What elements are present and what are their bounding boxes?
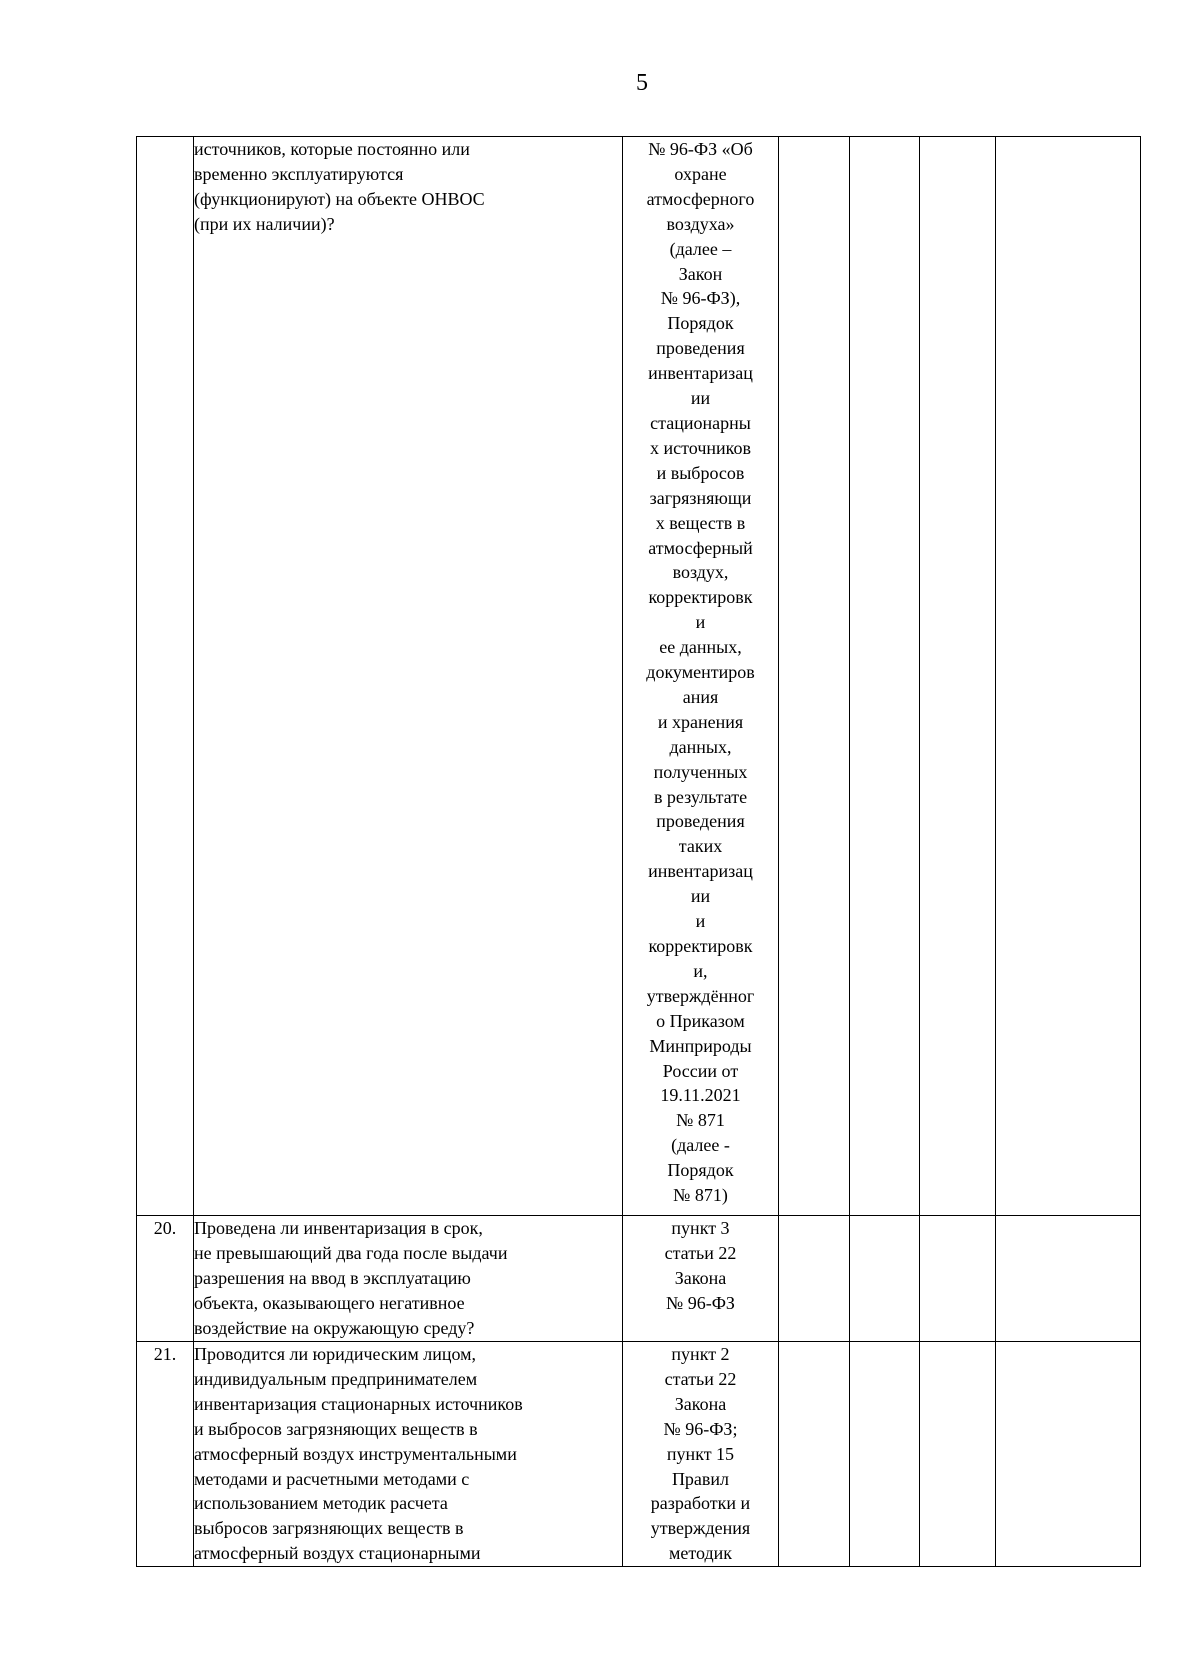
reference-line: утверждения: [650, 1518, 751, 1539]
reference-line: России от: [662, 1060, 739, 1081]
reference-line: разработки и: [650, 1493, 751, 1514]
reference-line: данных,: [669, 736, 732, 757]
reference-cell: [623, 137, 779, 1216]
reference-line: пункт 3: [671, 1218, 730, 1238]
row-number-cell: 21.: [137, 1342, 194, 1567]
reference-cell: [623, 1342, 779, 1567]
question-line: не превышающий два года после выдачи: [194, 1242, 508, 1263]
answer-na-cell: [920, 137, 996, 1216]
reference-line: охране: [674, 163, 727, 184]
answer-yes-cell: [779, 1342, 850, 1567]
table-row: [137, 1342, 1141, 1567]
reference-line: в результате: [653, 786, 748, 807]
reference-line: статьи 22: [664, 1368, 737, 1389]
answer-yes-cell: [779, 1216, 850, 1342]
reference-line: и,: [693, 960, 708, 981]
question-line: (функционируют) на объекте ОНВОС: [194, 188, 485, 209]
question-line: воздействие на окружающую среду?: [194, 1317, 475, 1338]
question-line: временно эксплуатируются: [194, 163, 404, 184]
reference-line: Минприроды: [649, 1035, 752, 1056]
notes-cell: [996, 1216, 1141, 1342]
answer-yes-cell: [779, 137, 850, 1216]
reference-line: проведения: [656, 811, 745, 832]
reference-line: пункт 15: [666, 1443, 735, 1464]
reference-line: № 96-ФЗ «Об: [648, 139, 753, 159]
reference-line: методик: [668, 1543, 733, 1564]
reference-line: и выбросов: [656, 462, 745, 483]
reference-line: и хранения: [657, 711, 744, 732]
reference-line: инвентаризац: [648, 363, 753, 384]
reference-line: № 96-ФЗ),: [660, 288, 741, 309]
reference-line: утверждённог: [646, 985, 755, 1006]
reference-line: и: [695, 612, 706, 633]
question-cell: [194, 137, 623, 1216]
question-line: инвентаризация стационарных источников: [194, 1393, 523, 1414]
reference-line: о Приказом: [656, 1010, 745, 1031]
reference-line: документиров: [646, 662, 755, 683]
question-cell: [194, 1342, 623, 1567]
reference-line: корректировк: [648, 587, 753, 608]
reference-line: Закон: [678, 263, 723, 284]
question-line: методами и расчетными методами с: [194, 1468, 470, 1489]
question-line: источников, которые постоянно или: [194, 139, 470, 159]
reference-line: воздуха»: [666, 213, 735, 234]
reference-line: х веществ в: [655, 512, 746, 533]
reference-line: и: [695, 911, 706, 932]
answer-na-cell: [920, 1216, 996, 1342]
reference-line: инвентаризац: [648, 861, 753, 882]
reference-line: воздух,: [672, 562, 729, 583]
question-cell: [194, 1216, 623, 1342]
table-row: [137, 137, 1141, 1216]
reference-line: проведения: [656, 338, 745, 359]
reference-line: х источников: [650, 437, 751, 458]
reference-line: Порядок: [667, 313, 734, 334]
question-line: (при их наличии)?: [194, 213, 335, 234]
reference-line: Правил: [671, 1468, 730, 1489]
reference-line: ания: [682, 686, 719, 707]
reference-line: № 96-ФЗ: [666, 1292, 735, 1313]
row-number-cell: [137, 137, 194, 1216]
reference-line: Порядок: [667, 1160, 734, 1181]
reference-line: стационарны: [650, 412, 751, 433]
question-line: использованием методик расчета: [194, 1493, 448, 1514]
reference-line: № 871: [676, 1110, 725, 1131]
reference-line: Закона: [674, 1393, 727, 1414]
reference-line: атмосферного: [646, 188, 755, 209]
checklist-table: [136, 136, 1141, 1567]
reference-line: ее данных,: [659, 637, 742, 658]
question-line: Проведена ли инвентаризация в срок,: [194, 1218, 483, 1238]
reference-line: № 871): [673, 1185, 728, 1206]
question-line: атмосферный воздух стационарными: [194, 1543, 481, 1564]
question-line: выбросов загрязняющих веществ в: [194, 1518, 464, 1539]
reference-line: ии: [690, 886, 711, 907]
page-number: 5: [636, 70, 648, 96]
question-line: атмосферный воздух инструментальными: [194, 1443, 517, 1464]
table-row: [137, 1216, 1141, 1342]
question-line: Проводится ли юридическим лицом,: [194, 1344, 477, 1364]
question-line: индивидуальным предпринимателем: [194, 1368, 478, 1389]
answer-na-cell: [920, 1342, 996, 1567]
reference-line: корректировк: [648, 936, 753, 956]
reference-line: (далее -: [671, 1135, 730, 1156]
question-line: объекта, оказывающего негативное: [194, 1292, 465, 1313]
reference-line: (далее –: [669, 238, 732, 259]
answer-no-cell: [850, 137, 920, 1216]
answer-no-cell: [850, 1342, 920, 1567]
question-line: и выбросов загрязняющих веществ в: [194, 1418, 478, 1439]
reference-cell: [623, 1216, 779, 1342]
reference-line: таких: [678, 836, 723, 857]
notes-cell: [996, 1342, 1141, 1567]
reference-line: статьи 22: [664, 1242, 737, 1263]
reference-line: атмосферный: [648, 537, 753, 558]
reference-line: загрязняющи: [649, 487, 752, 508]
question-line: разрешения на ввод в эксплуатацию: [194, 1267, 471, 1288]
reference-line: пункт 2: [671, 1344, 730, 1364]
reference-line: Закона: [674, 1267, 727, 1288]
row-number-cell: 20.: [137, 1216, 194, 1342]
notes-cell: [996, 137, 1141, 1216]
reference-line: 19.11.2021: [660, 1085, 741, 1106]
answer-no-cell: [850, 1216, 920, 1342]
reference-line: № 96-ФЗ;: [663, 1418, 738, 1439]
reference-line: полученных: [653, 761, 748, 782]
reference-line: ии: [690, 388, 711, 409]
